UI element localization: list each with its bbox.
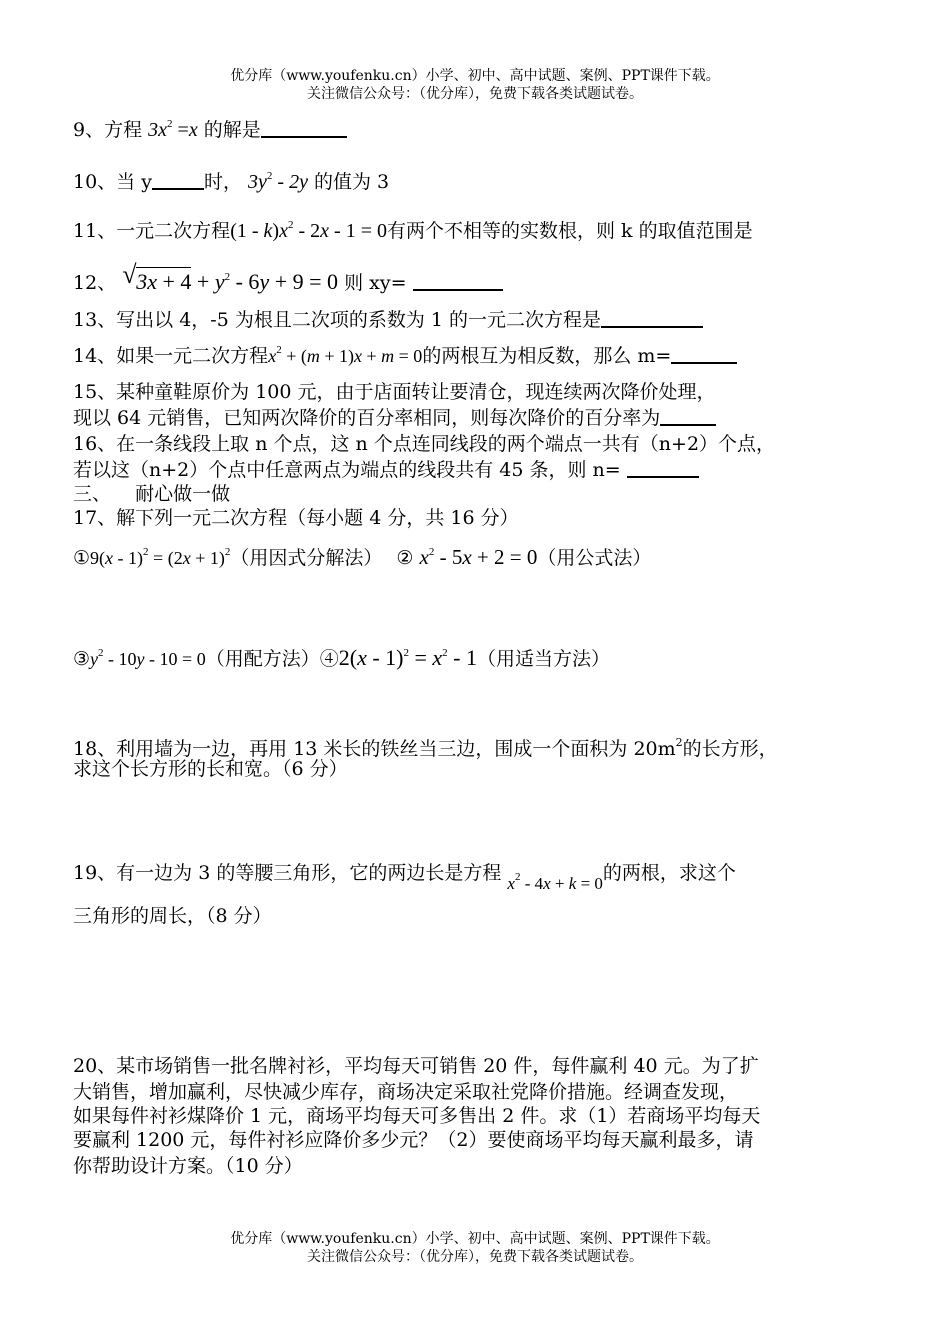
question-11 [73,213,753,243]
q10-mid: 时， [203,171,242,193]
q18-line1-superscript: 2 [675,736,683,749]
question-14 [73,338,737,368]
q13-text: 13、写出以 4，-5 为根且二次项的系数为 1 的一元二次方程是 [73,309,602,331]
q11-label: 11、一元二次方程 [73,220,231,242]
q17-part2-equation: $x^2 - 5x + 2 = 0$ [419,545,538,569]
question-15-line-1: 15、某种童鞋原价为 100 元，由于店面转让要清仓，现连续两次降价处理， [73,381,716,403]
q14-tail: 的两根互为相反数，那么 m= [422,345,672,367]
q16-line2-text: 若以这（n+2）个点中任意两点为端点的线段共有 45 条，则 n= [73,459,621,481]
section-3-title: 三、 耐心做一做 [73,483,231,505]
q16-answer-blank[interactable] [627,458,699,478]
q17-part4-mark: ④ [319,648,339,670]
question-18-line-2: 求这个长方形的长和宽。（6 分） [73,758,348,780]
q10-tail: 的值为 3 [314,171,390,193]
q15-line2-text: 现以 64 元销售，已知两次降价的百分率相同，则每次降价的百分率为 [73,407,661,429]
q12-label: 12、 [73,272,117,294]
q14-answer-blank[interactable] [671,344,737,364]
header-line-2: 关注微信公众号：（优分库），免费下载各类试题试卷。 [307,86,643,102]
q17-part3-method: （用配方法） [205,648,320,670]
q9-answer-blank[interactable] [261,118,347,138]
q19-equation: $x^2 - 4x + k = 0$ [507,871,603,893]
q17-part4-method: （用适当方法） [477,648,611,670]
question-19-line-2: 三角形的周长，（8 分） [73,905,272,927]
q12-equation: √ $3x + 4 + y^2 - 6y + 9 = 0$ [122,260,339,294]
question-10 [73,164,389,194]
q18-line1-b: 的长方形， [682,738,778,760]
q13-answer-blank[interactable] [601,308,703,328]
footer-line-1: 优分库（www.youfenku.cn）小学、初中、高中试题、案例、PPT课件下载。 [230,1231,720,1247]
q14-equation: $x^2 + (m + 1)x + m = 0$ [268,344,423,366]
q15-answer-blank[interactable] [660,406,716,426]
q17-part3-equation: $y^2 - 10y - 10 = 0$ [90,647,206,669]
q9-equation: $3x^2 =x$ [148,118,198,141]
question-20-line-3: 如果每件衬衫煤降价 1 元，商场平均每天可多售出 2 件。求（1）若商场平均每天 [73,1105,761,1127]
q11-tail: 有两个不相等的实数根，则 k 的取值范围是 [386,220,753,242]
q12-answer-blank[interactable] [413,271,503,291]
q17-part3-mark: ③ [73,648,91,670]
q17-part1-mark: ① [73,547,91,569]
q17-part4-equation: $2(x - 1)^2 = x^2 - 1$ [338,645,477,670]
q17-part1-method: （用因式分解法） [230,547,383,569]
question-20-line-2: 大销售，增加赢利，尽快减少库存，商场决定采取社党降价措施。经调查发现， [73,1081,739,1103]
question-16-line-2 [73,458,699,482]
question-20-line-5: 你帮助设计方案。（10 分） [73,1155,303,1177]
question-20-line-4: 要赢利 1200 元，每件衬衫应降价多少元？（2）要使商场平均每天赢利最多，请 [73,1129,754,1151]
question-19-line-1 [73,855,736,893]
footer-line-2: 关注微信公众号：（优分库），免费下载各类试题试卷。 [307,1249,643,1265]
q10-label: 10、当 y [73,171,152,193]
question-15-line-2 [73,406,716,430]
q9-label: 9、方程 [73,119,143,141]
q11-equation: $(1 - k)x^2 - 2x - 1 = 0$ [230,219,387,242]
q19-label: 19、有一边为 3 的等腰三角形，它的两边长是方程 [73,862,502,884]
q10-expression: $3y^2 - 2y$ [248,170,308,193]
question-20-line-1: 20、某市场销售一批名牌衬衫，平均每天可销售 20 件，每件赢利 40 元。为了扩 [73,1055,759,1077]
q18-line1-a: 18、利用墙为一边，再用 13 米长的铁丝当三边，围成一个面积为 20m [73,738,676,760]
question-12 [73,260,503,295]
question-9 [73,112,347,142]
q17-part2-mark: ② [396,547,414,569]
q10-answer-blank[interactable] [152,170,204,190]
q9-tail: 的解是 [203,119,261,141]
question-16-line-1: 16、在一条线段上取 n 个点，这 n 个点连同线段的两个端点一共有（n+2）个点， [73,433,776,455]
q19-tail: 的两根，求这个 [602,862,736,884]
question-17-title: 17、解下列一元二次方程（每小题 4 分，共 16 分） [73,507,519,529]
question-17-row-1 [73,540,651,570]
q17-part2-method: （用公式法） [537,547,652,569]
header-line-1: 优分库（www.youfenku.cn）小学、初中、高中试题、案例、PPT课件下载。 [230,68,720,84]
q17-part1-equation: $9(x - 1)^2 = (2x + 1)^2$ [90,546,231,568]
question-17-row-2 [73,641,610,671]
q14-label: 14、如果一元二次方程 [73,345,269,367]
question-13 [73,308,703,332]
q12-tail: 则 xy= [344,272,407,294]
